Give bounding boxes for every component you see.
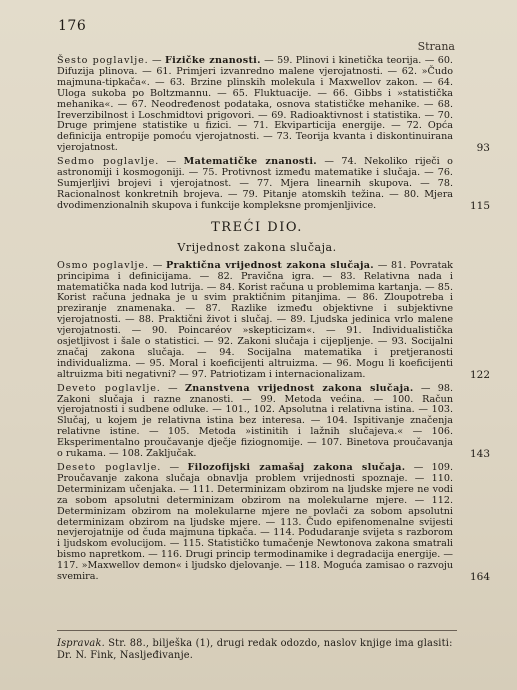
chapter-title: Fizičke znanosti. xyxy=(165,55,261,66)
chapter-contents: — 81. Povratak principima i definicijama. — 82. Pravična igra. — 83. Relativna nada i matematička nada kod lutrija. — 84. Korist računa u problemima kartanja. — 85. Korist računa jednaka je u svim praktičnim pitanjima. — 86. Zloupotreba i preziranje znamenaka. — 87. Razlike između objektivne i subjektivne vjerojatnosti. — 88. Praktični život i slučaj. — 89. Ljudska jedinica vrlo malene vjerojatnosti. — 90. Poincaréov »skepticizam«. — 91. Individualistička osjetljivost i šale o statistici. — 92. Zakoni slučaja i cijepljenje. — 93. Socijalni značaj zakona slučaja. — 94. Socijalna matematika i pretjeranosti individualizma. — 95. Moral i koeficijenti altruizma. — 96. Mogu li koeficijenti altruizma biti negativni? — 97. Patriotizam i internacionalizam. xyxy=(57,259,453,380)
toc-entry-chapter-9: Deveto poglavlje. — Znanstvena vrijednost zakona slučaja. — 98. Zakoni slučaja i razne znanosti. — 99. Metoda većina. — 100. Račun vjerojatnosti i sudbene odluke. — 101., 102. Apsolutna i relativna istina. — 103. Slučaj, u kojem je relativna istina bez interesa. — 104. Ispitivanje značenja relativne istine. — 105. Metoda »istinitih i lažnih slučajeva.« — 106. Eksperimentalno proučavanje dječje fiziognomije. — 107. Binetova proučavanja o rukama. — 108. Zaključak. 143 xyxy=(57,382,490,461)
chapter-page-number: 115 xyxy=(469,199,490,212)
chapter-page-number: 122 xyxy=(469,368,490,381)
erratum-text: Str. 88., bilješka (1), drugi redak odozdo, naslov knjige ima glasiti: Dr. N. Fink, Nasljeđivanje. xyxy=(57,638,453,661)
chapter-contents: — 74. Nekoliko riječi o astronomiji i kosmogoniji. — 75. Protivnost između matematike i slučaja. — 76. Sumjerljivi brojevi i vjerojatnost. — 77. Mjera linearnih skupova. — 78. Racionalnost konkretnih brojeva. — 79. Pitanje atomskih težina. — 80. Mjera dvodimenzionalnih skupova i funkcije kompleksne promjenljivice. xyxy=(57,156,453,211)
chapter-title: Znanstvena vrijednost zakona slučaja. xyxy=(184,382,414,394)
part-subtitle: Vrijednost zakona slučaja. xyxy=(177,240,337,254)
chapter-page-number: 164 xyxy=(469,571,490,584)
page-column-label: Strana xyxy=(417,40,455,53)
chapter-title: Praktična vrijednost zakona slučaja. xyxy=(166,259,374,271)
chapter-label: Osmo poglavlje. xyxy=(57,259,149,271)
table-of-contents xyxy=(57,55,490,584)
toc-entry-chapter-10: Deseto poglavlje. — Filozofijski zamašaj zakona slučaja. — 109. Proučavanje zakona slučaja obnavlja problem vrijednosti spoznaje. — 110. Determinizam učenjaka. — 111. Determinizam obzirom na ljudske mjere ne vodi za sobom apsolutni determinizam obzirom na molekularne mjere. — 112. Determinizam obzirom na molekularne mjere ne povlači za sobom apsolutni determinizam obzirom na ljudske mjere. — 113. Čudo epifenomenalne svijesti nevjerojatnije od čuda majmuna tipkača. — 114. Podudaranje svijeta s razborom i ljudskom evolucijom. — 115. Statističko tumačenje Newtonova zakona smatrali bismo napretkom. — 116. Drugi princip termodinamike i degradacija energije. — 117. »Maxwellov demon« i ljudsko djelovanje. — 118. Moguća zamisao o razvoju svemira. 164 xyxy=(57,462,490,584)
erratum-label: Ispravak. xyxy=(57,638,105,649)
divider-rule xyxy=(57,630,457,631)
chapter-page-number: 93 xyxy=(476,142,490,155)
chapter-page-number: 143 xyxy=(469,448,490,461)
chapter-contents: — 98. Zakoni slučaja i razne znanosti. — 99. Metoda većina. — 100. Račun vjerojatnosti i sudbene odluke. — 101., 102. Apsolutna i relativna istina. — 103. Slučaj, u kojem je relativna istina bez interesa. — 104. Ispitivanje značenja relativne istine. — 105. Metoda »istinitih i lažnih slučajeva.« — 106. Eksperimentalno proučavanje dječje fiziognomije. — 107. Binetova proučavanja o rukama. — 108. Zaključak. xyxy=(57,382,453,460)
chapter-label: Deseto poglavlje. xyxy=(57,462,162,473)
erratum-note xyxy=(57,638,467,661)
chapter-label: Sedmo poglavlje. xyxy=(57,156,160,168)
toc-entry-chapter-7: Sedmo poglavlje. — Matematičke znanosti. — 74. Nekoliko riječi o astronomiji i kosmogoniji. — 75. Protivnost između matematike i slučaja. — 76. Sumjerljivi brojevi i vjerojatnost. — 77. Mjera linearnih skupova. — 78. Racionalnost konkretnih brojeva. — 79. Pitanje atomskih težina. — 80. Mjera dvodimenzionalnih skupova i funkcije kompleksne promjenljivice. 115 xyxy=(57,156,490,212)
chapter-title: Matematičke znanosti. xyxy=(183,156,317,168)
chapter-title: Filozofijski zamašaj zakona slučaja. xyxy=(187,462,406,473)
chapter-contents: — 109. Proučavanje zakona slučaja obnavlja problem vrijednosti spoznaje. — 110. Determinizam učenjaka. — 111. Determinizam obzirom na ljudske mjere ne vodi za sobom apsolutni determinizam obzirom na molekularne mjere. — 112. Determinizam obzirom na molekularne mjere ne povlači za sobom apsolutni determinizam obzirom na ljudske mjere. — 113. Čudo epifenomenalne svijesti nevjerojatnije od čuda majmuna tipkača. — 114. Podudaranje svijeta s razborom i ljudskom evolucijom. — 115. Statističko tumačenje Newtonova zakona smatrali bismo napretkom. — 116. Drugi princip termodinamike i degradacija energije. — 117. »Maxwellov demon« i ljudsko djelovanje. — 118. Moguća zamisao o razvoju svemira. xyxy=(57,462,454,583)
part-heading: TREĆI DIO. xyxy=(211,219,303,235)
page-number: 176 xyxy=(58,18,87,34)
chapter-label: Šesto poglavlje. xyxy=(57,55,149,66)
toc-entry-chapter-6: Šesto poglavlje. — Fizičke znanosti. — 59. Plinovi i kinetička teorija. — 60. Difuzija plinova. — 61. Primjeri izvanredno malene vjerojatnosti. — 62. »Čudo majmuna-tipkača«. — 63. Brzine plinskih molekula i Maxwellov zakon. — 64. Uloga sukoba po Boltzmannu. — 65. Fluktuacije. — 66. Gibbs i »statistička mehanika«. — 67. Neodređenost podataka, osnova statističke mehanike. — 68. Ireverzibilnost i Loschmidtovi prigovori. — 69. Radioaktivnost i statistika. — 70. Druge primjene statistike u fizici. — 71. Ekviparticija energije. — 72. Opća definicija entropije pomoću vjerojatnosti. — 73. Teorija kvanta i diskontinuirana vjerojatnost. 93 xyxy=(57,55,490,155)
chapter-label: Deveto poglavlje. xyxy=(57,382,161,394)
chapter-contents: — 59. Plinovi i kinetička teorija. — 60. Difuzija plinova. — 61. Primjeri izvanredno malene vjerojatnosti. — 62. »Čudo majmuna-tipkača«. — 63. Brzine plinskih molekula i Maxwellov zakon. — 64. Uloga sukoba po Boltzmannu. — 65. Fluktuacije. — 66. Gibbs i »statistička mehanika«. — 67. Neodređenost podataka, osnova statističke mehanike. — 68. Ireverzibilnost i Loschmidtovi prigovori. — 69. Radioaktivnost i statistika. — 70. Druge primjene statistike u fizici. — 71. Ekviparticija energije. — 72. Opća definicija entropije pomoću vjerojatnosti. — 73. Teorija kvanta i diskontinuirana vjerojatnost. xyxy=(57,55,453,154)
toc-entry-chapter-8: Osmo poglavlje. — Praktična vrijednost zakona slučaja. — 81. Povratak principima i definicijama. — 82. Pravična igra. — 83. Relativna nada i matematička nada kod lutrija. — 84. Korist računa u problemima kartanja. — 85. Korist računa jednaka je u svim praktičnim pitanjima. — 86. Zloupotreba i preziranje znamenaka. — 87. Razlike između objektivne i subjektivne vjerojatnosti. — 88. Praktični život i slučaj. — 89. Ljudska jedinica vrlo malene vjerojatnosti. — 90. Poincaréov »skepticizam«. — 91. Individualistička osjetljivost i šale o statistici. — 92. Zakoni slučaja i cijepljenje. — 93. Socijalni značaj zakona slučaja. — 94. Socijalna matematika i pretjeranosti individualizma. — 95. Moral i koeficijenti altruizma. — 96. Mogu li koeficijenti altruizma biti negativni? — 97. Patriotizam i internacionalizam. 122 xyxy=(57,259,490,381)
